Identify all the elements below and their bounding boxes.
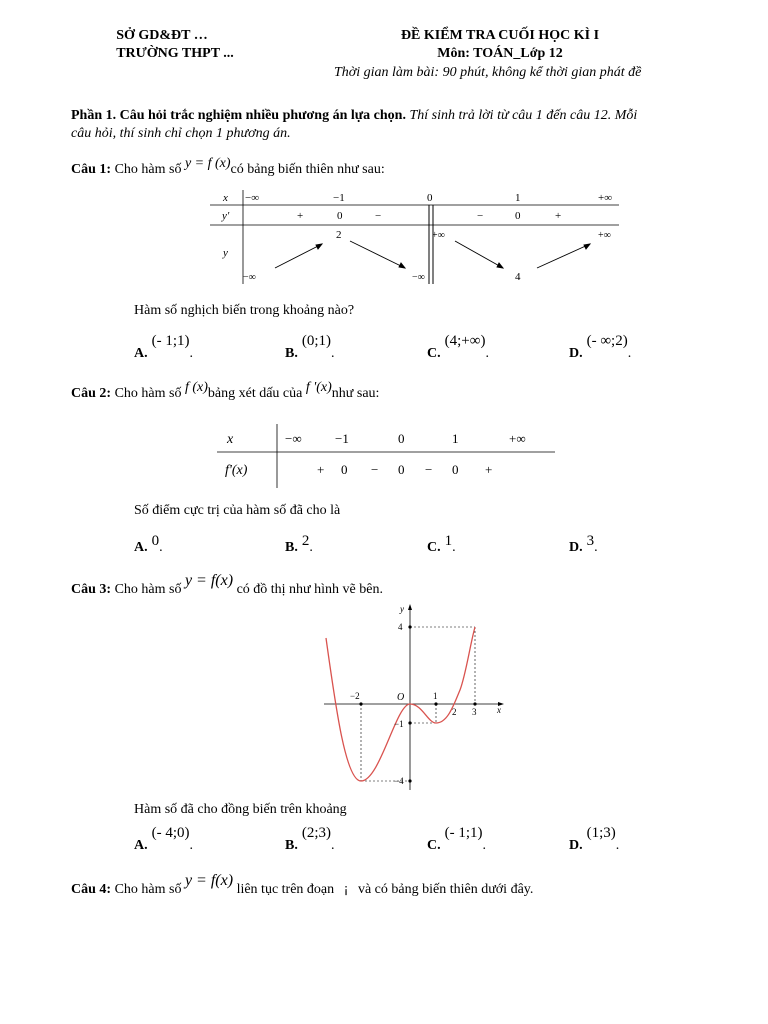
q2-option-d[interactable] — [569, 532, 598, 555]
q4-stem — [71, 872, 534, 898]
q2-option-c-label: C. — [427, 540, 441, 555]
q1-arrow-down-1 — [350, 241, 405, 268]
exam-title: ĐỀ KIỂM TRA CUỐI HỌC KÌ I — [400, 28, 600, 43]
q2-option-b-label: B. — [285, 540, 298, 555]
q3-tick-2: 2 — [452, 707, 457, 717]
q3-stem — [71, 572, 383, 598]
part1-instruction-a: Thí sinh trả lời từ câu 1 đến câu 12. Mỗi — [409, 108, 638, 123]
exam-time: Thời gian làm bài: 90 phút, không kể thời gian phát đề — [334, 65, 642, 80]
q2-option-b[interactable] — [285, 532, 313, 555]
q1-option-d-label: D. — [569, 346, 583, 361]
q4-pre: Cho hàm số — [114, 882, 182, 897]
q1-row-y: y — [223, 247, 228, 259]
q2-sign-0: + — [317, 462, 325, 477]
q2-sign-1: 0 — [341, 462, 348, 477]
q1-label: Câu 1: — [71, 162, 112, 177]
exam-subject: Môn: TOÁN_Lớp 12 — [437, 46, 563, 61]
q1-option-c[interactable] — [427, 332, 489, 361]
q3-func: y = f(x) — [184, 572, 234, 589]
q1-x-4: +∞ — [598, 192, 613, 204]
q2-label: Câu 2: — [71, 386, 112, 401]
q3-label: Câu 3: — [71, 582, 112, 597]
q3-option-b-label: B. — [285, 838, 298, 853]
q1-post: có bảng biến thiên như sau: — [230, 162, 385, 177]
q3-label-origin: O — [397, 692, 405, 703]
q2-option-c[interactable] — [427, 532, 456, 555]
q2-option-d-dot: . — [594, 540, 598, 555]
q1-sign-4: 0 — [515, 210, 521, 222]
q2-option-c-dot: . — [452, 540, 456, 555]
q1-sign-5: + — [555, 210, 562, 222]
q2-post: như sau: — [331, 386, 380, 401]
q3-tick-3: 3 — [472, 707, 477, 717]
q2-x-0: −∞ — [285, 431, 302, 446]
q1-x-2: 0 — [427, 192, 433, 204]
q2-option-a-dot: . — [159, 540, 163, 555]
q4-label: Câu 4: — [71, 882, 112, 897]
q2-option-b-value: 2 — [301, 533, 310, 549]
q1-sign-1: 0 — [337, 210, 343, 222]
q3-option-a-value: (- 4;0) — [151, 825, 190, 841]
q3-tick-neg4: −4 — [394, 776, 404, 786]
q3-tick-4: 4 — [398, 622, 403, 632]
q3-option-c-value: (- 1;1) — [444, 825, 483, 841]
q2-option-b-dot: . — [309, 540, 313, 555]
q3-option-d-dot: . — [615, 838, 620, 853]
school-name: TRƯỜNG THPT ... — [116, 46, 234, 61]
q3-post: có đồ thị như hình vẽ bên. — [236, 582, 383, 597]
q3-option-c-dot: . — [482, 838, 487, 853]
q2-x-2: 0 — [398, 431, 405, 446]
q1-x-3: 1 — [515, 192, 521, 204]
part1-line1 — [71, 108, 637, 124]
q4-func: y = f(x) — [184, 872, 234, 889]
q1-variation-table — [205, 188, 625, 288]
q2-question: Số điểm cực trị của hàm số đã cho là — [134, 503, 341, 518]
q2-option-a-value: 0 — [151, 533, 160, 549]
q1-option-c-label: C. — [427, 346, 441, 361]
q2-sign-4: − — [425, 462, 433, 477]
q1-row-x: x — [223, 192, 228, 204]
q2-option-a-label: A. — [134, 540, 148, 555]
q2-option-c-value: 1 — [444, 533, 453, 549]
q2-stem — [71, 380, 380, 402]
q1-x-1: −1 — [333, 192, 345, 204]
q1-arrow-up-2 — [537, 244, 590, 268]
q3-option-b-value: (2;3) — [301, 825, 332, 841]
q3-question: Hàm số đã cho đồng biến trên khoảng — [134, 802, 347, 817]
q1-y-3: +∞ — [432, 230, 445, 241]
q1-y-0: −∞ — [243, 272, 256, 283]
q1-option-b-value: (0;1) — [301, 333, 332, 349]
q2-sign-table — [215, 422, 560, 492]
q1-option-d[interactable] — [569, 332, 632, 361]
q1-option-d-dot: . — [627, 346, 632, 361]
q2-option-d-value: 3 — [586, 533, 595, 549]
q1-row-yp: y' — [222, 210, 230, 222]
school-dept: SỞ GD&ĐT … — [116, 28, 208, 43]
q3-option-b[interactable] — [285, 824, 335, 853]
q1-option-c-value: (4;+∞) — [444, 333, 486, 349]
q2-x-3: 1 — [452, 431, 459, 446]
q2-sign-5: 0 — [452, 462, 459, 477]
q1-x-0: −∞ — [245, 192, 260, 204]
q3-tick-1: 1 — [433, 691, 438, 701]
q1-stem — [71, 156, 385, 178]
q1-option-a[interactable] — [134, 332, 194, 361]
q3-label-y: y — [400, 604, 404, 614]
q2-func: f (x) — [184, 380, 208, 395]
q4-mid: liên tục trên đoạn — [236, 882, 335, 897]
q1-option-a-value: (- 1;1) — [151, 333, 190, 349]
q3-option-a-dot: . — [189, 838, 194, 853]
q2-pre: Cho hàm số — [114, 386, 182, 401]
q3-option-d-label: D. — [569, 838, 583, 853]
q1-option-a-dot: . — [189, 346, 194, 361]
q3-option-c-label: C. — [427, 838, 441, 853]
q1-y-1: 2 — [336, 229, 342, 241]
q1-option-a-label: A. — [134, 346, 148, 361]
q2-sign-6: + — [485, 462, 493, 477]
q2-x-1: −1 — [335, 431, 349, 446]
q1-sign-3: − — [477, 210, 484, 222]
q1-arrow-up-1 — [275, 244, 322, 268]
q1-option-b-label: B. — [285, 346, 298, 361]
q3-tick-neg2: −2 — [350, 691, 360, 701]
q3-graph — [318, 600, 508, 795]
q4-glyph: ¡ — [343, 882, 349, 896]
q2-sign-3: 0 — [398, 462, 405, 477]
q3-option-a-label: A. — [134, 838, 148, 853]
q1-pre: Cho hàm số — [114, 162, 182, 177]
q1-option-b[interactable] — [285, 332, 335, 361]
q2-x-4: +∞ — [509, 431, 526, 446]
q3-option-b-dot: . — [331, 838, 335, 853]
q3-option-d[interactable] — [569, 824, 620, 853]
q1-option-c-dot: . — [485, 346, 489, 361]
q1-question: Hàm số nghịch biến trong khoảng nào? — [134, 303, 355, 318]
q1-y-4: 4 — [515, 271, 521, 283]
part1-title: Phần 1. Câu hỏi trắc nghiệm nhiều phương án lựa chọn. — [71, 108, 406, 123]
q2-mid: bảng xét dấu của — [207, 386, 303, 401]
q2-row-x: x — [227, 432, 234, 447]
q2-deriv: f '(x) — [305, 380, 332, 395]
q4-post: và có bảng biến thiên dưới đây. — [357, 882, 534, 897]
q1-option-b-dot: . — [331, 346, 335, 361]
q3-option-a[interactable] — [134, 824, 194, 853]
q2-option-d-label: D. — [569, 540, 583, 555]
q1-arrow-down-2 — [455, 241, 503, 268]
q2-option-a[interactable] — [134, 532, 163, 555]
q3-option-c[interactable] — [427, 824, 487, 853]
q1-func: y = f (x) — [184, 156, 231, 171]
q1-y-5: +∞ — [598, 230, 611, 241]
q1-y-2: −∞ — [412, 272, 425, 283]
q2-sign-2: − — [371, 462, 379, 477]
q3-pre: Cho hàm số — [114, 582, 182, 597]
q2-row-fp: f'(x) — [225, 463, 248, 478]
q1-sign-0: + — [297, 210, 304, 222]
q3-option-d-value: (1;3) — [586, 825, 616, 841]
q1-option-d-value: (- ∞;2) — [586, 333, 628, 349]
q3-tick-neg1: −1 — [394, 719, 404, 729]
q1-sign-2: − — [375, 210, 382, 222]
part1-instruction-b: câu hỏi, thí sinh chỉ chọn 1 phương án. — [71, 126, 291, 141]
q3-label-x: x — [497, 705, 501, 715]
